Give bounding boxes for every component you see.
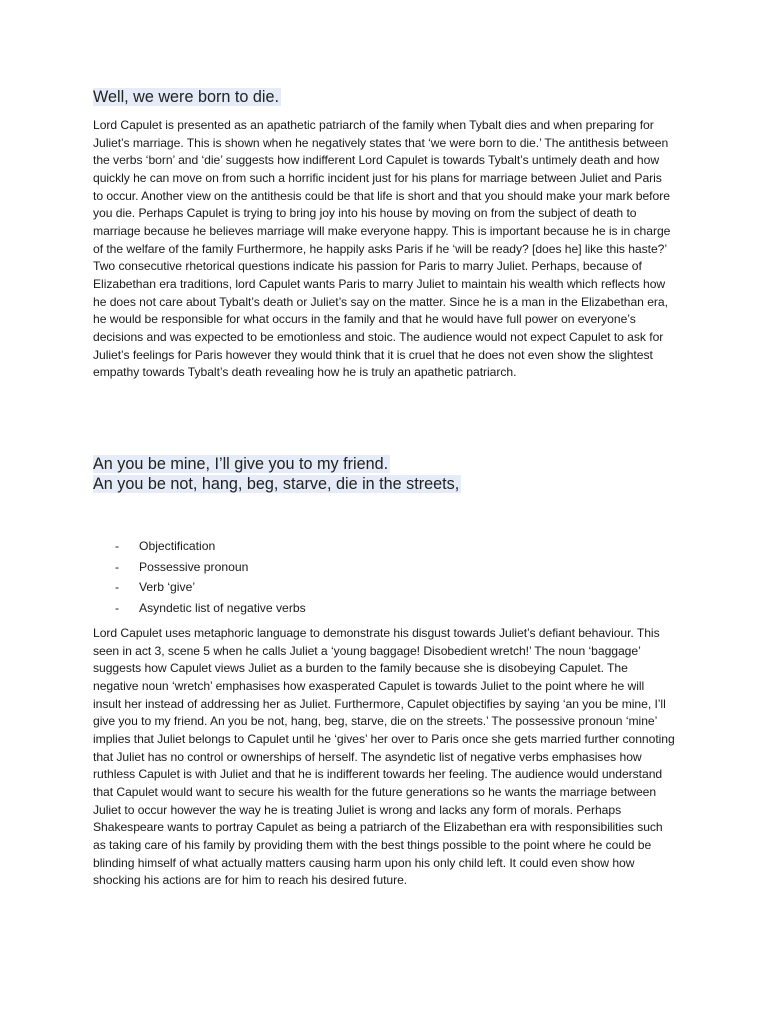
list-item-label: Possessive pronoun	[139, 559, 249, 574]
list-item-label: Objectification	[139, 539, 216, 553]
bullet-dash: -	[115, 600, 120, 615]
list-item	[115, 536, 306, 557]
bullet-dash: -	[115, 559, 120, 574]
list-item	[115, 577, 306, 598]
quote-line-1: An you be mine, I’ll give you to my friend.	[93, 455, 389, 473]
list-item	[115, 557, 306, 578]
bullet-dash: -	[115, 580, 120, 594]
quote-line-2: An you be not, hang, beg, starve, die in the streets,	[93, 475, 460, 493]
quote-heading-give-you-to-my-friend	[93, 454, 461, 494]
analysis-paragraph-2: Lord Capulet uses metaphoric language to demonstrate his disgust towards Juliet’s defiant behaviour. This seen in act 3, scene 5 when he calls Juliet a ‘young baggage! Disobedient wretch!’ The noun ‘baggage’ suggests how Capulet views Juliet as a burden to the family because she is disobeying Capulet. The negative noun ‘wretch’ emphasises how exasperated Capulet is towards Juliet to the point where he will insult her instead of addressing her as Juliet. Furthermore, Capulet objectifies by saying ‘an you be mine, I’ll give you to my friend. An you be not, hang, beg, starve, die on the streets.’ The possessive pronoun ‘mine’ implies that Juliet belongs to Capulet until he ‘gives’ her over to Paris once she gets married further connoting that Juliet has no control or ownerships of herself. The asyndetic list of negative verbs emphasises how ruthless Capulet is with Juliet and that he is indifferent towards her feeling. The audience would understand that Capulet would want to secure his wealth for the future generations so he wants the marriage between Juliet to occur however the way he is treating Juliet is wrong and lacks any form of morals. Perhaps Shakespeare wants to portray Capulet as being a patriarch of the Elizabethan era with responsibilities such as taking care of his family by providing them with the best things possible to the point where he could be blinding himself of what actually matters causing harm upon his only child left. It could even show how shocking his actions are for him to reach his desired future.	[93, 626, 675, 888]
list-item-label: Verb ‘give’	[139, 580, 196, 594]
quote-heading-born-to-die	[93, 87, 281, 107]
list-item	[115, 598, 306, 619]
analysis-paragraph-1: Lord Capulet is presented as an apathetic patriarch of the family when Tybalt dies and when preparing for Juliet’s marriage. This is shown when he negatively states that ‘we were born to die.’ The antithesis between the verbs ‘born’ and ‘die’ suggests how indifferent Lord Capulet is towards Tybalt’s untimely death and how quickly he can move on from such a horrific incident just for his plans for marriage between Juliet and Paris to occur. Another view on the antithesis could be that life is short and that you should make your mark before you die. Perhaps Capulet is trying to bring joy into his house by moving on from the subject of death to marriage because he believes marriage will make everyone happy. This is important because he is in charge of the welfare of the family Furthermore, he happily asks Paris if he ‘will be ready? [does he] like this haste?’ Two consecutive rhetorical questions indicate his passion for Paris to marry Juliet. Perhaps, because of Elizabethan era traditions, lord Capulet wants Paris to marry Juliet to maintain his wealth which reflects how he does not care about Tybalt’s death or Juliet’s say on the matter. Since he is a man in the Elizabethan era, he would be responsible for what occurs in the family and that he would have full power on everyone’s decisions and was expected to be emotionless and stoic. The audience would not expect Capulet to ask for Juliet’s feelings for Paris however they would think that it is cruel that he does not even show the slightest empathy towards Tybalt’s death revealing how he is truly an apathetic patriarch.	[93, 118, 671, 380]
quote-heading-text: Well, we were born to die.	[93, 88, 279, 106]
bullet-dash: -	[115, 539, 120, 553]
techniques-list	[115, 536, 306, 618]
list-item-label: Asyndetic list of negative verbs	[139, 600, 306, 615]
